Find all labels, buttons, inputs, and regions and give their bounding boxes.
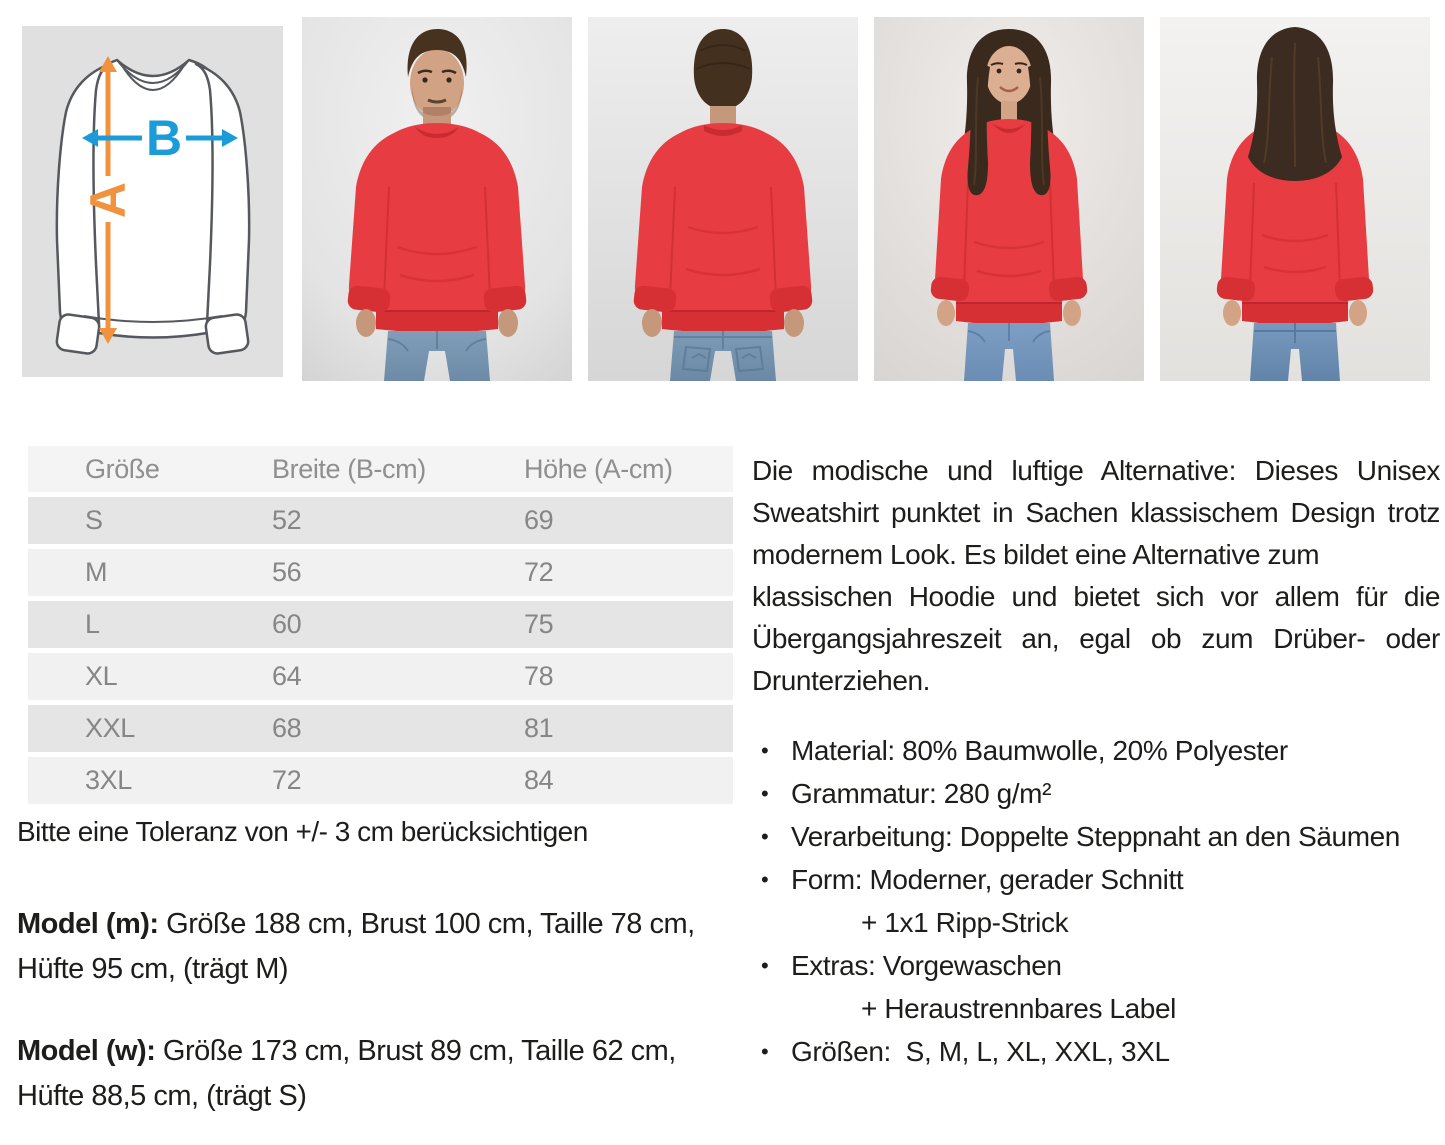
bullet-icon: • bbox=[761, 867, 769, 892]
bullet-icon: • bbox=[761, 738, 769, 763]
size-diagram bbox=[22, 26, 283, 377]
product-description bbox=[752, 450, 1440, 702]
size-table-header-row bbox=[28, 446, 733, 492]
feature-workmanship: • Verarbeitung: Doppelte Steppnaht an den Säumen bbox=[752, 815, 1440, 858]
table-row bbox=[28, 549, 733, 596]
product-description-column bbox=[752, 450, 1440, 1073]
model-male-measurements: Größe 188 cm, Brust 100 cm, Taille 78 cm, Hüfte 95 cm, (trägt M) bbox=[17, 908, 695, 985]
bullet-icon bbox=[752, 901, 791, 944]
model-info-male bbox=[17, 902, 717, 992]
man-back-photo bbox=[588, 17, 858, 381]
table-row bbox=[28, 497, 733, 544]
size-cell: XL bbox=[85, 661, 118, 691]
size-diagram-illustration bbox=[22, 26, 283, 377]
feature-sizes: • Größen: S, M, L, XL, XXL, 3XL bbox=[752, 1030, 1440, 1073]
photo-man-back bbox=[588, 17, 858, 381]
feature-extras: • Extras: Vorgewaschen bbox=[752, 944, 1440, 987]
height-cell: 78 bbox=[524, 661, 554, 691]
column-header-height: Höhe (A-cm) bbox=[524, 453, 673, 484]
size-cell: 3XL bbox=[85, 765, 132, 795]
model-female-label: Model (w): bbox=[17, 1035, 156, 1067]
feature-fit-continuation: + 1x1 Ripp-Strick bbox=[752, 901, 1440, 944]
width-cell: 52 bbox=[272, 505, 302, 535]
feature-list bbox=[752, 729, 1440, 1073]
column-header-size: Größe bbox=[85, 453, 160, 484]
woman-back-photo bbox=[1160, 17, 1430, 381]
table-row bbox=[28, 601, 733, 648]
tolerance-note: Bitte eine Toleranz von +/- 3 cm berücksichtigen bbox=[17, 816, 588, 847]
photo-man-front bbox=[302, 17, 572, 381]
woman-front-photo bbox=[874, 17, 1144, 381]
height-cell: 72 bbox=[524, 557, 554, 587]
bullet-icon: • bbox=[761, 781, 769, 806]
size-cell: M bbox=[85, 557, 108, 587]
width-cell: 56 bbox=[272, 557, 302, 587]
bullet-icon: • bbox=[761, 1039, 769, 1064]
feature-extras-continuation: + Heraustrennbares Label bbox=[752, 987, 1440, 1030]
table-row bbox=[28, 757, 733, 804]
bullet-icon bbox=[752, 987, 791, 1030]
size-table bbox=[28, 446, 733, 804]
height-cell: 81 bbox=[524, 713, 554, 743]
width-cell: 72 bbox=[272, 765, 302, 795]
size-cell: XXL bbox=[85, 713, 135, 743]
height-cell: 84 bbox=[524, 765, 554, 795]
width-arrow-label: B bbox=[145, 110, 183, 166]
feature-fit: • Form: Moderner, gerader Schnitt bbox=[752, 858, 1440, 901]
table-row bbox=[28, 653, 733, 700]
model-female-measurements: Größe 173 cm, Brust 89 cm, Taille 62 cm, Hüfte 88,5 cm, (trägt S) bbox=[17, 1035, 676, 1112]
photo-woman-front bbox=[874, 17, 1144, 381]
model-male-label: Model (m): bbox=[17, 908, 159, 940]
photo-woman-back bbox=[1160, 17, 1430, 381]
description-line: Sweatshirt punktet in Sachen klassischem Design trotz bbox=[752, 497, 1440, 528]
model-info-female bbox=[17, 1029, 717, 1119]
description-line: Übergangsjahreszeit an, egal ob zum Drüber- oder bbox=[752, 623, 1440, 654]
bullet-icon: • bbox=[761, 953, 769, 978]
description-line: modernem Look. Es bildet eine Alternative zum bbox=[752, 539, 1320, 570]
width-cell: 68 bbox=[272, 713, 302, 743]
column-header-width: Breite (B-cm) bbox=[272, 453, 426, 484]
size-cell: L bbox=[85, 609, 100, 639]
width-cell: 64 bbox=[272, 661, 302, 691]
description-line: Drunterziehen. bbox=[752, 665, 931, 696]
size-cell: S bbox=[85, 505, 103, 535]
description-line: klassischen Hoodie und bietet sich vor allem für die bbox=[752, 581, 1440, 612]
height-arrow-label: A bbox=[80, 181, 136, 219]
table-row bbox=[28, 705, 733, 752]
bullet-icon: • bbox=[761, 824, 769, 849]
width-cell: 60 bbox=[272, 609, 302, 639]
feature-grammage: • Grammatur: 280 g/m² bbox=[752, 772, 1440, 815]
height-cell: 69 bbox=[524, 505, 554, 535]
height-cell: 75 bbox=[524, 609, 554, 639]
description-line: Die modische und luftige Alternative: Dieses Unisex bbox=[752, 455, 1440, 486]
feature-material: • Material: 80% Baumwolle, 20% Polyester bbox=[752, 729, 1440, 772]
man-front-photo bbox=[302, 17, 572, 381]
